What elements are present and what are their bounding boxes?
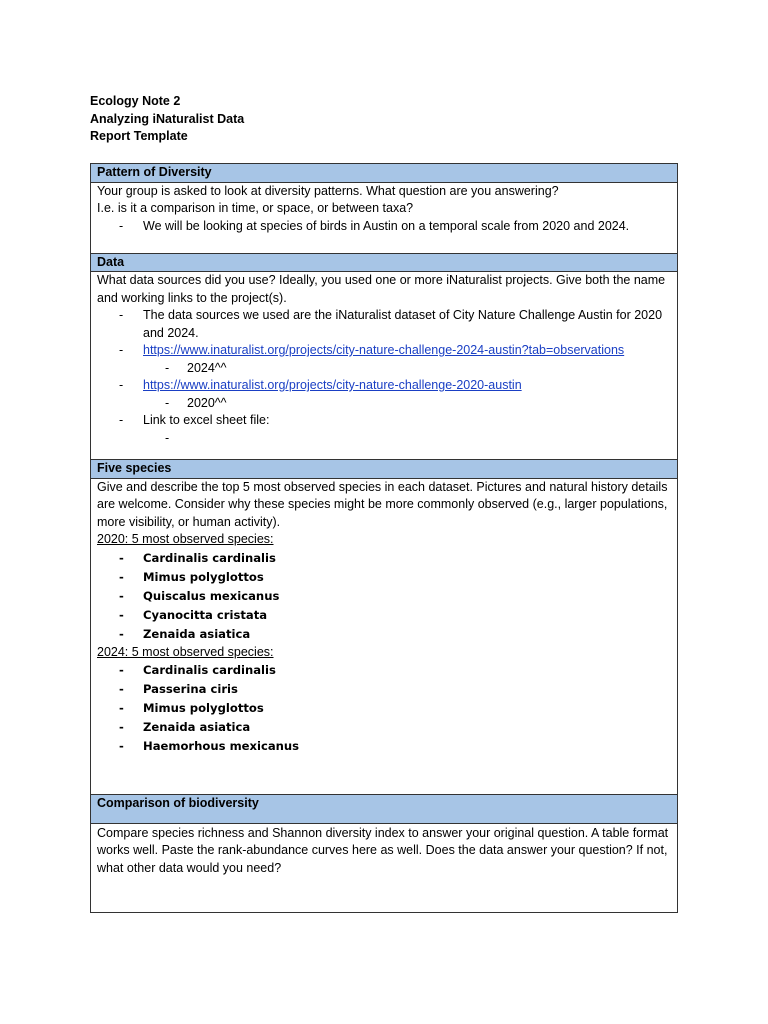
- comparison-section-body[interactable]: [91, 823, 678, 912]
- link-2024-project[interactable]: https://www.inaturalist.org/projects/city-nature-challenge-2024-austin?tab=observations: [143, 343, 625, 357]
- header-course: Ecology Note 2: [90, 94, 181, 108]
- data-answer: The data sources we used are the iNaturalist dataset of City Nature Challenge Austin for 2020 and 2024.: [143, 308, 663, 340]
- comparison-section-header: Comparison of biodiversity: [91, 794, 678, 823]
- data-section-body[interactable]: [91, 272, 678, 460]
- pattern-answer-item: - We will be looking at species of birds in Austin on a temporal scale from 2020 and 2024.: [119, 218, 630, 233]
- data-link-2020-item: - https://www.inaturalist.org/projects/city-nature-challenge-2020-austin - 2020^^: [97, 377, 671, 412]
- header-doc-type: Report Template: [90, 129, 188, 143]
- list-item: - Cardinalis cardinalis: [119, 550, 276, 565]
- link-2020-project[interactable]: https://www.inaturalist.org/projects/city-nature-challenge-2020-austin: [143, 378, 522, 392]
- list-item: - Quiscalus mexicanus: [119, 588, 280, 603]
- excel-link-item: - Link to excel sheet file: -: [119, 413, 270, 445]
- list-item: - Zenaida asiatica: [119, 720, 251, 734]
- note-2020: - 2020^^: [165, 395, 227, 410]
- list-item: - Cardinalis cardinalis: [119, 663, 276, 677]
- pattern-answer: We will be looking at species of birds in Austin on a temporal scale from 2020 and 2024.: [143, 218, 630, 233]
- species-2020-list: [97, 549, 671, 644]
- pattern-section-header: Pattern of Diversity: [91, 164, 678, 183]
- species-section-header: Five species: [91, 460, 678, 479]
- pattern-prompt-hint: I.e. is it a comparison in time, or space, or between taxa?: [97, 201, 414, 215]
- list-item: - Haemorhous mexicanus: [119, 739, 300, 753]
- excel-link-label: Link to excel sheet file:: [143, 413, 270, 427]
- species-2020-heading: 2020: 5 most observed species:: [97, 532, 274, 546]
- list-item: - Mimus polyglottos: [119, 701, 264, 715]
- list-item: - Mimus polyglottos: [119, 569, 264, 584]
- species-2024-list: [97, 661, 671, 756]
- pattern-section-body[interactable]: [91, 182, 678, 253]
- list-item: - Zenaida asiatica: [119, 626, 251, 641]
- data-prompt: What data sources did you use? Ideally, you used one or more iNaturalist projects. Give both the name and working links to the project(s).: [97, 273, 666, 305]
- comparison-prompt: Compare species richness and Shannon diversity index to answer your original question. A table format works well. Paste the rank-abundance curves here as well. Does the data answer your question? If not, what other data would you need?: [97, 825, 669, 875]
- note-2024: - 2024^^: [165, 360, 227, 375]
- pattern-prompt: Your group is asked to look at diversity patterns. What question are you answering?: [97, 183, 559, 198]
- species-2024-heading: 2024: 5 most observed species:: [97, 644, 274, 659]
- document-header: [90, 93, 244, 146]
- data-answer-item: - The data sources we used are the iNaturalist dataset of City Nature Challenge Austin for 2020 and 2024.: [119, 308, 663, 340]
- species-section-body[interactable]: [91, 478, 678, 794]
- data-section-header: Data: [91, 253, 678, 272]
- report-table: [90, 163, 678, 913]
- list-item: - Passerina ciris: [119, 682, 238, 696]
- data-link-2024-item: - https://www.inaturalist.org/projects/city-nature-challenge-2024-austin?tab=observations - 2024^^: [97, 342, 671, 377]
- species-prompt: Give and describe the top 5 most observed species in each dataset. Pictures and natural history details are welcome. Consider why these species might be more commonly observed (e.g., larger populations, more visibility, or human activity).: [97, 479, 668, 529]
- header-topic: Analyzing iNaturalist Data: [90, 111, 245, 126]
- list-item: - Cyanocitta cristata: [119, 607, 268, 622]
